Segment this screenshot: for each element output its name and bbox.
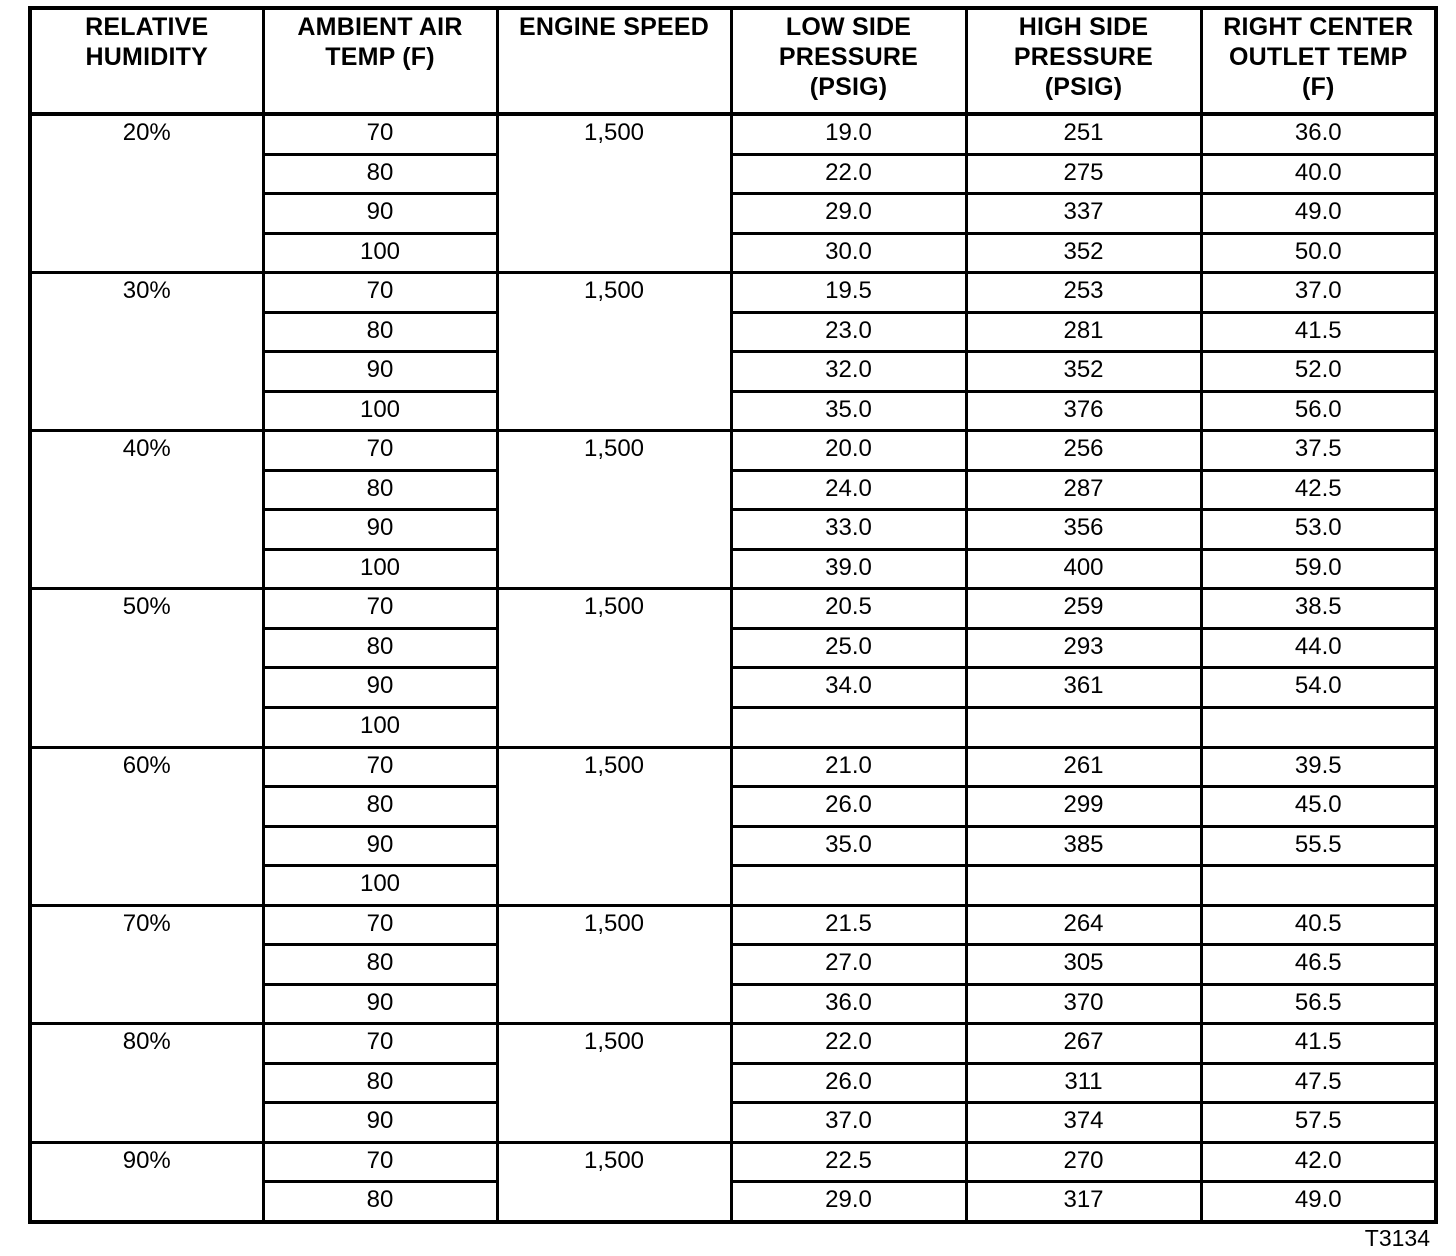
high-side-pressure-cell: 270 (966, 1142, 1201, 1182)
table-row (30, 1142, 1436, 1182)
high-side-pressure-cell: 267 (966, 1024, 1201, 1064)
figure-code: T3134 (1364, 1225, 1430, 1251)
low-side-pressure-cell: 39.0 (731, 549, 966, 589)
low-side-pressure-cell: 29.0 (731, 194, 966, 234)
low-side-pressure-cell: 19.0 (731, 114, 966, 154)
engine-speed-cell: 1,500 (497, 589, 731, 747)
header-engine-speed: ENGINE SPEED (497, 8, 731, 114)
low-side-pressure-cell: 29.0 (731, 1182, 966, 1222)
engine-speed-cell: 1,500 (497, 747, 731, 905)
ambient-temp-cell: 70 (263, 589, 497, 629)
outlet-temp-cell: 40.5 (1201, 905, 1436, 945)
humidity-cell: 60% (30, 747, 263, 905)
humidity-cell: 20% (30, 114, 263, 273)
outlet-temp-cell: 38.5 (1201, 589, 1436, 629)
high-side-pressure-cell: 275 (966, 154, 1201, 194)
ambient-temp-cell: 90 (263, 510, 497, 550)
outlet-temp-cell: 56.0 (1201, 391, 1436, 431)
high-side-pressure-cell: 352 (966, 352, 1201, 392)
ambient-temp-cell: 80 (263, 1182, 497, 1222)
outlet-temp-cell: 42.0 (1201, 1142, 1436, 1182)
header-row (30, 8, 1436, 114)
ambient-temp-cell: 70 (263, 114, 497, 154)
low-side-pressure-cell: 35.0 (731, 826, 966, 866)
ambient-temp-cell: 70 (263, 273, 497, 313)
low-side-pressure-cell: 23.0 (731, 312, 966, 352)
low-side-pressure-cell: 32.0 (731, 352, 966, 392)
outlet-temp-cell: 55.5 (1201, 826, 1436, 866)
outlet-temp-cell: 37.5 (1201, 431, 1436, 471)
ambient-temp-cell: 80 (263, 1063, 497, 1103)
high-side-pressure-cell: 370 (966, 984, 1201, 1024)
humidity-cell: 80% (30, 1024, 263, 1143)
high-side-pressure-cell: 311 (966, 1063, 1201, 1103)
ambient-temp-cell: 90 (263, 826, 497, 866)
low-side-pressure-cell: 24.0 (731, 470, 966, 510)
high-side-pressure-cell: 337 (966, 194, 1201, 234)
outlet-temp-cell: 42.5 (1201, 470, 1436, 510)
ambient-temp-cell: 90 (263, 984, 497, 1024)
high-side-pressure-cell (966, 866, 1201, 906)
header-ambient-air-temp: AMBIENT AIR TEMP (F) (263, 8, 497, 114)
high-side-pressure-cell (966, 707, 1201, 747)
high-side-pressure-cell: 259 (966, 589, 1201, 629)
ambient-temp-cell: 70 (263, 1142, 497, 1182)
high-side-pressure-cell: 287 (966, 470, 1201, 510)
ambient-temp-cell: 100 (263, 707, 497, 747)
low-side-pressure-cell: 22.0 (731, 154, 966, 194)
high-side-pressure-cell: 400 (966, 549, 1201, 589)
low-side-pressure-cell: 35.0 (731, 391, 966, 431)
humidity-cell: 30% (30, 273, 263, 431)
outlet-temp-cell: 45.0 (1201, 787, 1436, 827)
ambient-temp-cell: 80 (263, 312, 497, 352)
outlet-temp-cell: 39.5 (1201, 747, 1436, 787)
engine-speed-cell: 1,500 (497, 1142, 731, 1222)
ambient-temp-cell: 70 (263, 747, 497, 787)
high-side-pressure-cell: 281 (966, 312, 1201, 352)
ambient-temp-cell: 80 (263, 787, 497, 827)
ambient-temp-cell: 70 (263, 905, 497, 945)
outlet-temp-cell: 57.5 (1201, 1103, 1436, 1143)
high-side-pressure-cell: 299 (966, 787, 1201, 827)
engine-speed-cell: 1,500 (497, 1024, 731, 1143)
humidity-cell: 50% (30, 589, 263, 747)
high-side-pressure-cell: 261 (966, 747, 1201, 787)
outlet-temp-cell: 40.0 (1201, 154, 1436, 194)
low-side-pressure-cell: 36.0 (731, 984, 966, 1024)
table-row (30, 1024, 1436, 1064)
outlet-temp-cell: 50.0 (1201, 233, 1436, 273)
table-row (30, 905, 1436, 945)
outlet-temp-cell: 41.5 (1201, 1024, 1436, 1064)
table-body (30, 114, 1436, 1222)
high-side-pressure-cell: 253 (966, 273, 1201, 313)
header-right-center-outlet-temp: RIGHT CENTER OUTLET TEMP (F) (1201, 8, 1436, 114)
low-side-pressure-cell: 26.0 (731, 787, 966, 827)
table-header (30, 8, 1436, 114)
outlet-temp-cell: 44.0 (1201, 628, 1436, 668)
low-side-pressure-cell: 27.0 (731, 945, 966, 985)
high-side-pressure-cell: 293 (966, 628, 1201, 668)
ambient-temp-cell: 80 (263, 945, 497, 985)
ambient-temp-cell: 100 (263, 549, 497, 589)
outlet-temp-cell: 53.0 (1201, 510, 1436, 550)
high-side-pressure-cell: 305 (966, 945, 1201, 985)
outlet-temp-cell: 49.0 (1201, 1182, 1436, 1222)
engine-speed-cell: 1,500 (497, 431, 731, 589)
outlet-temp-cell: 56.5 (1201, 984, 1436, 1024)
high-side-pressure-cell: 376 (966, 391, 1201, 431)
low-side-pressure-cell: 19.5 (731, 273, 966, 313)
low-side-pressure-cell: 34.0 (731, 668, 966, 708)
high-side-pressure-cell: 251 (966, 114, 1201, 154)
low-side-pressure-cell: 20.5 (731, 589, 966, 629)
ambient-temp-cell: 100 (263, 233, 497, 273)
outlet-temp-cell: 49.0 (1201, 194, 1436, 234)
low-side-pressure-cell: 26.0 (731, 1063, 966, 1103)
ambient-temp-cell: 100 (263, 866, 497, 906)
low-side-pressure-cell (731, 707, 966, 747)
outlet-temp-cell: 36.0 (1201, 114, 1436, 154)
high-side-pressure-cell: 256 (966, 431, 1201, 471)
ambient-temp-cell: 90 (263, 1103, 497, 1143)
low-side-pressure-cell: 21.5 (731, 905, 966, 945)
ambient-temp-cell: 80 (263, 628, 497, 668)
table-row (30, 589, 1436, 629)
high-side-pressure-cell: 317 (966, 1182, 1201, 1222)
outlet-temp-cell: 41.5 (1201, 312, 1436, 352)
table-row (30, 747, 1436, 787)
engine-speed-cell: 1,500 (497, 273, 731, 431)
engine-speed-cell: 1,500 (497, 114, 731, 273)
ambient-temp-cell: 80 (263, 470, 497, 510)
low-side-pressure-cell: 33.0 (731, 510, 966, 550)
low-side-pressure-cell: 20.0 (731, 431, 966, 471)
header-high-side-pressure: HIGH SIDE PRESSURE (PSIG) (966, 8, 1201, 114)
ambient-temp-cell: 90 (263, 668, 497, 708)
outlet-temp-cell: 46.5 (1201, 945, 1436, 985)
ac-performance-table (28, 6, 1438, 1224)
high-side-pressure-cell: 264 (966, 905, 1201, 945)
low-side-pressure-cell: 30.0 (731, 233, 966, 273)
outlet-temp-cell: 37.0 (1201, 273, 1436, 313)
ambient-temp-cell: 70 (263, 431, 497, 471)
table-row (30, 273, 1436, 313)
humidity-cell: 70% (30, 905, 263, 1024)
low-side-pressure-cell: 22.5 (731, 1142, 966, 1182)
low-side-pressure-cell (731, 866, 966, 906)
humidity-cell: 90% (30, 1142, 263, 1222)
outlet-temp-cell (1201, 866, 1436, 906)
ambient-temp-cell: 90 (263, 194, 497, 234)
ambient-temp-cell: 100 (263, 391, 497, 431)
high-side-pressure-cell: 356 (966, 510, 1201, 550)
ambient-temp-cell: 90 (263, 352, 497, 392)
low-side-pressure-cell: 22.0 (731, 1024, 966, 1064)
humidity-cell: 40% (30, 431, 263, 589)
engine-speed-cell: 1,500 (497, 905, 731, 1024)
outlet-temp-cell (1201, 707, 1436, 747)
header-relative-humidity: RELATIVE HUMIDITY (30, 8, 263, 114)
outlet-temp-cell: 52.0 (1201, 352, 1436, 392)
header-low-side-pressure: LOW SIDE PRESSURE (PSIG) (731, 8, 966, 114)
outlet-temp-cell: 47.5 (1201, 1063, 1436, 1103)
high-side-pressure-cell: 374 (966, 1103, 1201, 1143)
high-side-pressure-cell: 352 (966, 233, 1201, 273)
high-side-pressure-cell: 385 (966, 826, 1201, 866)
high-side-pressure-cell: 361 (966, 668, 1201, 708)
outlet-temp-cell: 54.0 (1201, 668, 1436, 708)
low-side-pressure-cell: 37.0 (731, 1103, 966, 1143)
table-row (30, 431, 1436, 471)
low-side-pressure-cell: 25.0 (731, 628, 966, 668)
outlet-temp-cell: 59.0 (1201, 549, 1436, 589)
table-row (30, 114, 1436, 154)
ambient-temp-cell: 70 (263, 1024, 497, 1064)
ambient-temp-cell: 80 (263, 154, 497, 194)
low-side-pressure-cell: 21.0 (731, 747, 966, 787)
